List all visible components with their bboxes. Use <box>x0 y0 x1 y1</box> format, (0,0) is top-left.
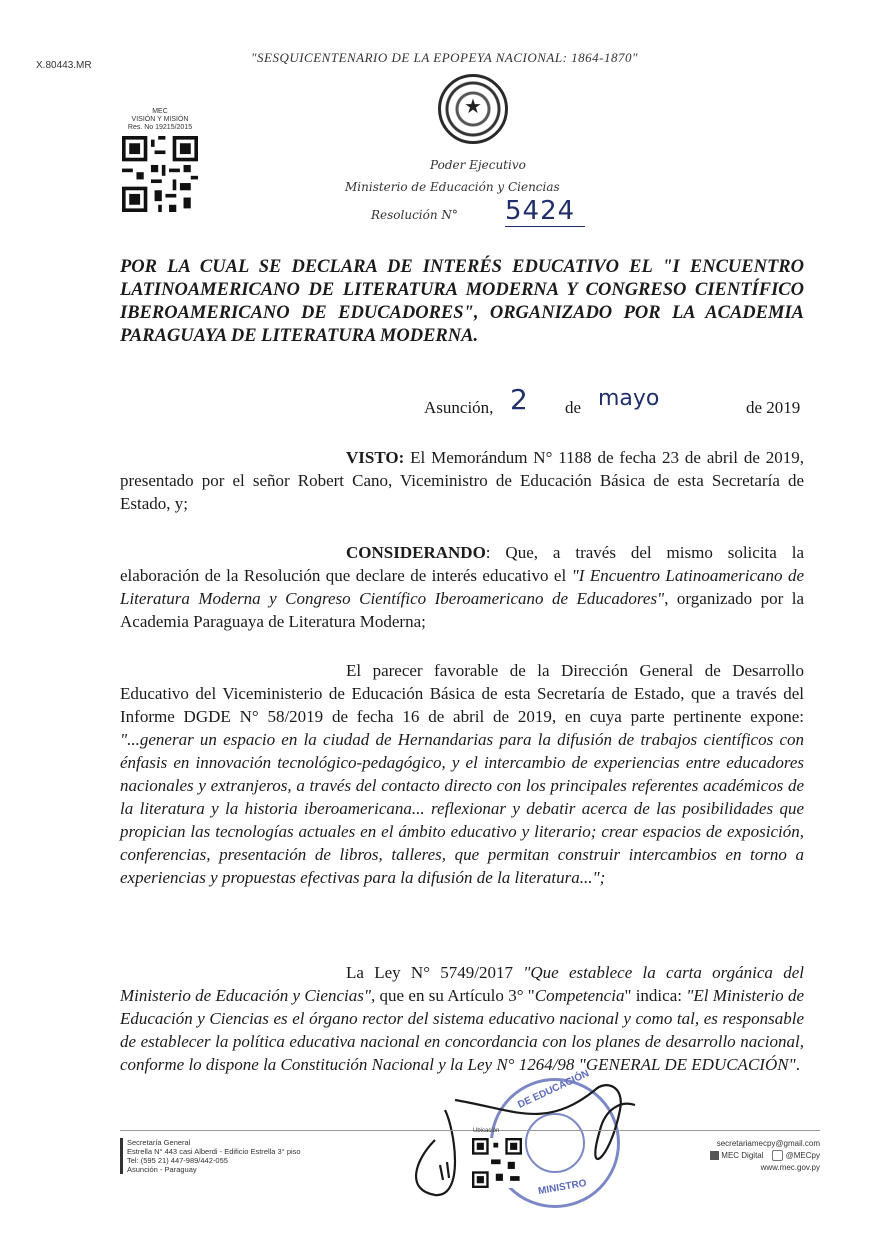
footer-contacts <box>640 1138 820 1174</box>
footer-address-line-4: Asunción - Paraguay <box>127 1165 197 1174</box>
footer-twitter: @MECpy <box>785 1151 820 1160</box>
ley-text-d: . <box>795 1055 800 1074</box>
date-month: mayo <box>598 386 660 411</box>
resolution-underline <box>505 226 585 227</box>
resolution-label: Resolución N° <box>371 208 458 222</box>
footer-website: www.mec.gov.py <box>760 1163 820 1172</box>
ley-text-b: , que en su Artículo 3° " <box>370 986 535 1005</box>
footer-email: secretariamecpy@gmail.com <box>716 1139 820 1148</box>
ley-text-c: " indica: <box>624 986 687 1005</box>
stamp-text-top: DE EDUCACIÓN <box>516 1068 591 1111</box>
parecer-quote: "...generar un espacio en la ciudad de Hernandarias para la difusión de trabajos científicos con énfasis en innovación tecnológico-pedagógico, y el intercambio de experiencias entre educadores nacionales y extranjeros, a través del contacto directo con los principales referentes académicos de la literatura y la historia iberoamericana... reflexionar y debatir acerca de las posibilidades que propician las tecnologías actuales en el ámbito educativo y literario; crear espacios de exposición, conferencias, presentación de libros, talleres, que permitan construir intercambios en torno a experiencias y propuestas efectivas para la difusión de la literatura..."; <box>120 730 804 887</box>
document-title: POR LA CUAL SE DECLARA DE INTERÉS EDUCATIVO EL "I ENCUENTRO LATINOAMERICANO DE LITERATURA MODERNA Y CONGRESO CIENTÍFICO IBEROAMERICANO DE EDUCADORES", ORGANIZADO POR LA ACADEMIA PARAGUAYA DE LITERATURA MODERNA. <box>120 257 804 346</box>
qr-caption-line-2: VISIÓN Y MISIÓN <box>131 116 189 123</box>
ley-italic-a: "Que establece la carta orgánica del Ministerio de Educación y Ciencias" <box>120 963 804 1005</box>
qr-block <box>110 108 210 215</box>
visto-text: El Memorándum N° 1188 de fecha 23 de abril de 2019, presentado por el señor Robert Cano, Viceministro de Educación Básica de esta Secretaría de Estado, y; <box>120 448 804 513</box>
date-city: Asunción, <box>424 398 494 417</box>
ministry-label: Ministerio de Educación y Ciencias <box>345 180 560 194</box>
visto-label: VISTO: <box>346 448 405 467</box>
date-year: de 2019 <box>746 398 801 417</box>
qr-caption-line-3: Res. No 19215/2015 <box>127 124 193 131</box>
ley-italic-b: Competencia <box>534 986 625 1005</box>
parecer-paragraph <box>120 659 804 889</box>
footer-social <box>640 1150 820 1162</box>
stamp-text-bottom: MINISTRO <box>537 1177 588 1198</box>
footer-location-label: Ubicación <box>473 1128 500 1134</box>
seal-star-icon: ★ <box>464 96 482 118</box>
twitter-icon <box>772 1150 783 1161</box>
footer-divider <box>120 1130 820 1131</box>
footer-address-line-3: Tel: (595 21) 447-989/442-055 <box>127 1156 228 1165</box>
motto: "SESQUICENTENARIO DE LA EPOPEYA NACIONAL: 1864-1870" <box>251 50 638 65</box>
parecer-text: El parecer favorable de la Dirección General de Desarrollo Educativo del Viceministerio de Educación Básica de esta Secretaría de Estado, que a través del Informe DGDE N° 58/2019 de fecha 16 de abril de 2019, en cuya parte pertinente expone: <box>120 661 804 726</box>
ley-text-a: La Ley N° 5749/2017 <box>346 963 524 982</box>
footer-address-line-2: Estrella N° 443 casi Alberdi - Edificio Estrella 3° piso <box>127 1147 301 1156</box>
footer-address-line-1: Secretaría General <box>127 1138 191 1147</box>
date-day: 2 <box>510 383 528 416</box>
considerando-label: CONSIDERANDO <box>346 543 486 562</box>
visto-paragraph <box>120 446 804 515</box>
footer-address <box>120 1138 301 1174</box>
location-qr-icon <box>472 1138 522 1188</box>
considerando-text-a: : Que, a través del mismo solicita la elaboración de la Resolución que declare de interés educativo el <box>120 543 804 585</box>
executive-label: Poder Ejecutivo <box>430 158 526 172</box>
considerando-paragraph <box>120 541 804 633</box>
considerando-event-name: "I Encuentro Latinoamericano de Literatura Moderna y Congreso Científico Iberoamericano de Educadores" <box>120 566 805 608</box>
signature <box>395 1070 655 1200</box>
ley-paragraph <box>120 961 804 1076</box>
resolution-number: 5424 <box>505 196 576 226</box>
facebook-icon <box>710 1151 719 1160</box>
date-de: de <box>565 398 582 417</box>
considerando-text-b: , organizado por la Academia Paraguaya de Literatura Moderna; <box>120 589 804 631</box>
reference-code: X.80443.MR <box>36 60 92 71</box>
qr-caption-line-1: MEC <box>152 108 168 115</box>
qr-code-icon <box>122 136 198 212</box>
ley-italic-c: "El Ministerio de Educación y Ciencias es el órgano rector del sistema educativo nacional y como tal, es responsable de establecer la política educativa nacional en concordancia con los planes de desarrollo nacional, conforme lo dispone la Constitución Nacional y la Ley N° 1264/98 "GENERAL DE EDUCACIÓN" <box>120 986 805 1074</box>
footer-facebook: MEC Digital <box>721 1151 764 1160</box>
